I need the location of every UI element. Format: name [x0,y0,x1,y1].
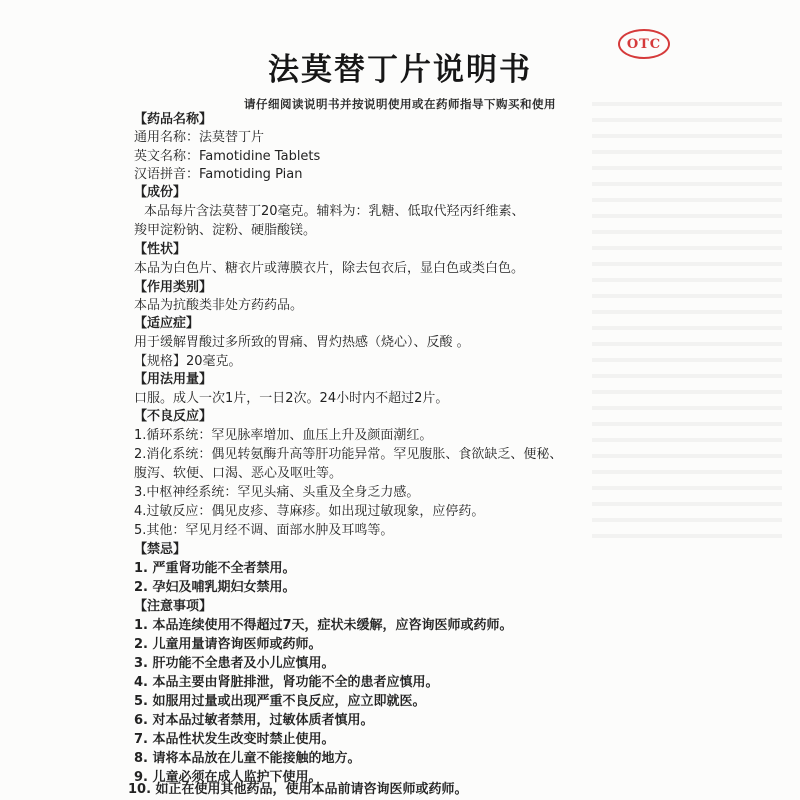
precaution-item: 9. 儿童必须在成人监护下使用。 [134,770,322,785]
category-text: 本品为抗酸类非处方药药品。 [134,298,304,313]
precaution-item: 6. 对本品过敏者禁用，过敏体质者慎用。 [134,713,374,728]
otc-badge: OTC [618,29,670,59]
document-title: 法莫替丁片说明书 [268,52,532,88]
section-heading-indications: 【适应症】 [134,316,200,331]
section-heading-category: 【作用类别】 [134,280,213,295]
precaution-item: 5. 如服用过量或出现严重不良反应，应立即就医。 [134,694,426,709]
precaution-item: 3. 肝功能不全患者及小儿应慎用。 [134,656,335,671]
composition-line: 羧甲淀粉钠、淀粉、硬脂酸镁。 [134,223,317,238]
precaution-item: 4. 本品主要由肾脏排泄，肾功能不全的患者应慎用。 [134,675,439,690]
adverse-line: 3.中枢神经系统：罕见头痛、头重及全身乏力感。 [134,485,420,500]
precaution-item: 8. 请将本品放在儿童不能接触的地方。 [134,751,361,766]
specification: 【规格】20毫克。 [134,354,242,369]
adverse-line: 4.过敏反应：偶见皮疹、荨麻疹。如出现过敏现象，应停药。 [134,504,485,519]
adverse-line: 2.消化系统：偶见转氨酶升高等肝功能异常。罕见腹胀、食欲缺乏、便秘、 [134,447,563,462]
section-heading-adverse-reactions: 【不良反应】 [134,409,213,424]
usage-text: 口服。成人一次1片，一日2次。24小时内不超过2片。 [134,391,449,406]
precaution-item: 10. 如正在使用其他药品，使用本品前请咨询医师或药师。 [128,782,468,797]
section-heading-drug-name: 【药品名称】 [134,112,213,127]
section-heading-appearance: 【性状】 [134,242,187,257]
precaution-item: 1. 本品连续使用不得超过7天，症状未缓解，应咨询医师或药师。 [134,618,513,633]
adverse-line: 5.其他：罕见月经不调、面部水肿及耳鸣等。 [134,523,394,538]
composition-line: 本品每片含法莫替丁20毫克。辅料为：乳糖、低取代羟丙纤维素、 [144,204,525,219]
document-subtitle: 请仔细阅读说明书并按说明使用或在药师指导下购买和使用 [244,97,556,111]
pinyin-name: 汉语拼音：Famotiding Pian [134,167,303,182]
back-page-bleed-through [592,100,782,550]
adverse-line: 腹泻、软便、口渴、恶心及呕吐等。 [134,466,343,481]
section-heading-contraindications: 【禁忌】 [134,542,187,557]
adverse-line: 1.循环系统：罕见脉率增加、血压上升及颜面潮红。 [134,428,433,443]
section-heading-composition: 【成份】 [134,185,187,200]
generic-name: 通用名称：法莫替丁片 [134,130,265,145]
indications-text: 用于缓解胃酸过多所致的胃痛、胃灼热感（烧心）、反酸 。 [134,335,470,350]
appearance-text: 本品为白色片、糖衣片或薄膜衣片，除去包衣后，显白色或类白色。 [134,261,525,276]
english-name: 英文名称：Famotidine Tablets [134,149,321,164]
precaution-item: 7. 本品性状发生改变时禁止使用。 [134,732,335,747]
contraindication-item: 1. 严重肾功能不全者禁用。 [134,561,296,576]
section-heading-usage: 【用法用量】 [134,372,213,387]
precaution-item: 2. 儿童用量请咨询医师或药师。 [134,637,322,652]
contraindication-item: 2. 孕妇及哺乳期妇女禁用。 [134,580,296,595]
section-heading-precautions: 【注意事项】 [134,599,213,614]
